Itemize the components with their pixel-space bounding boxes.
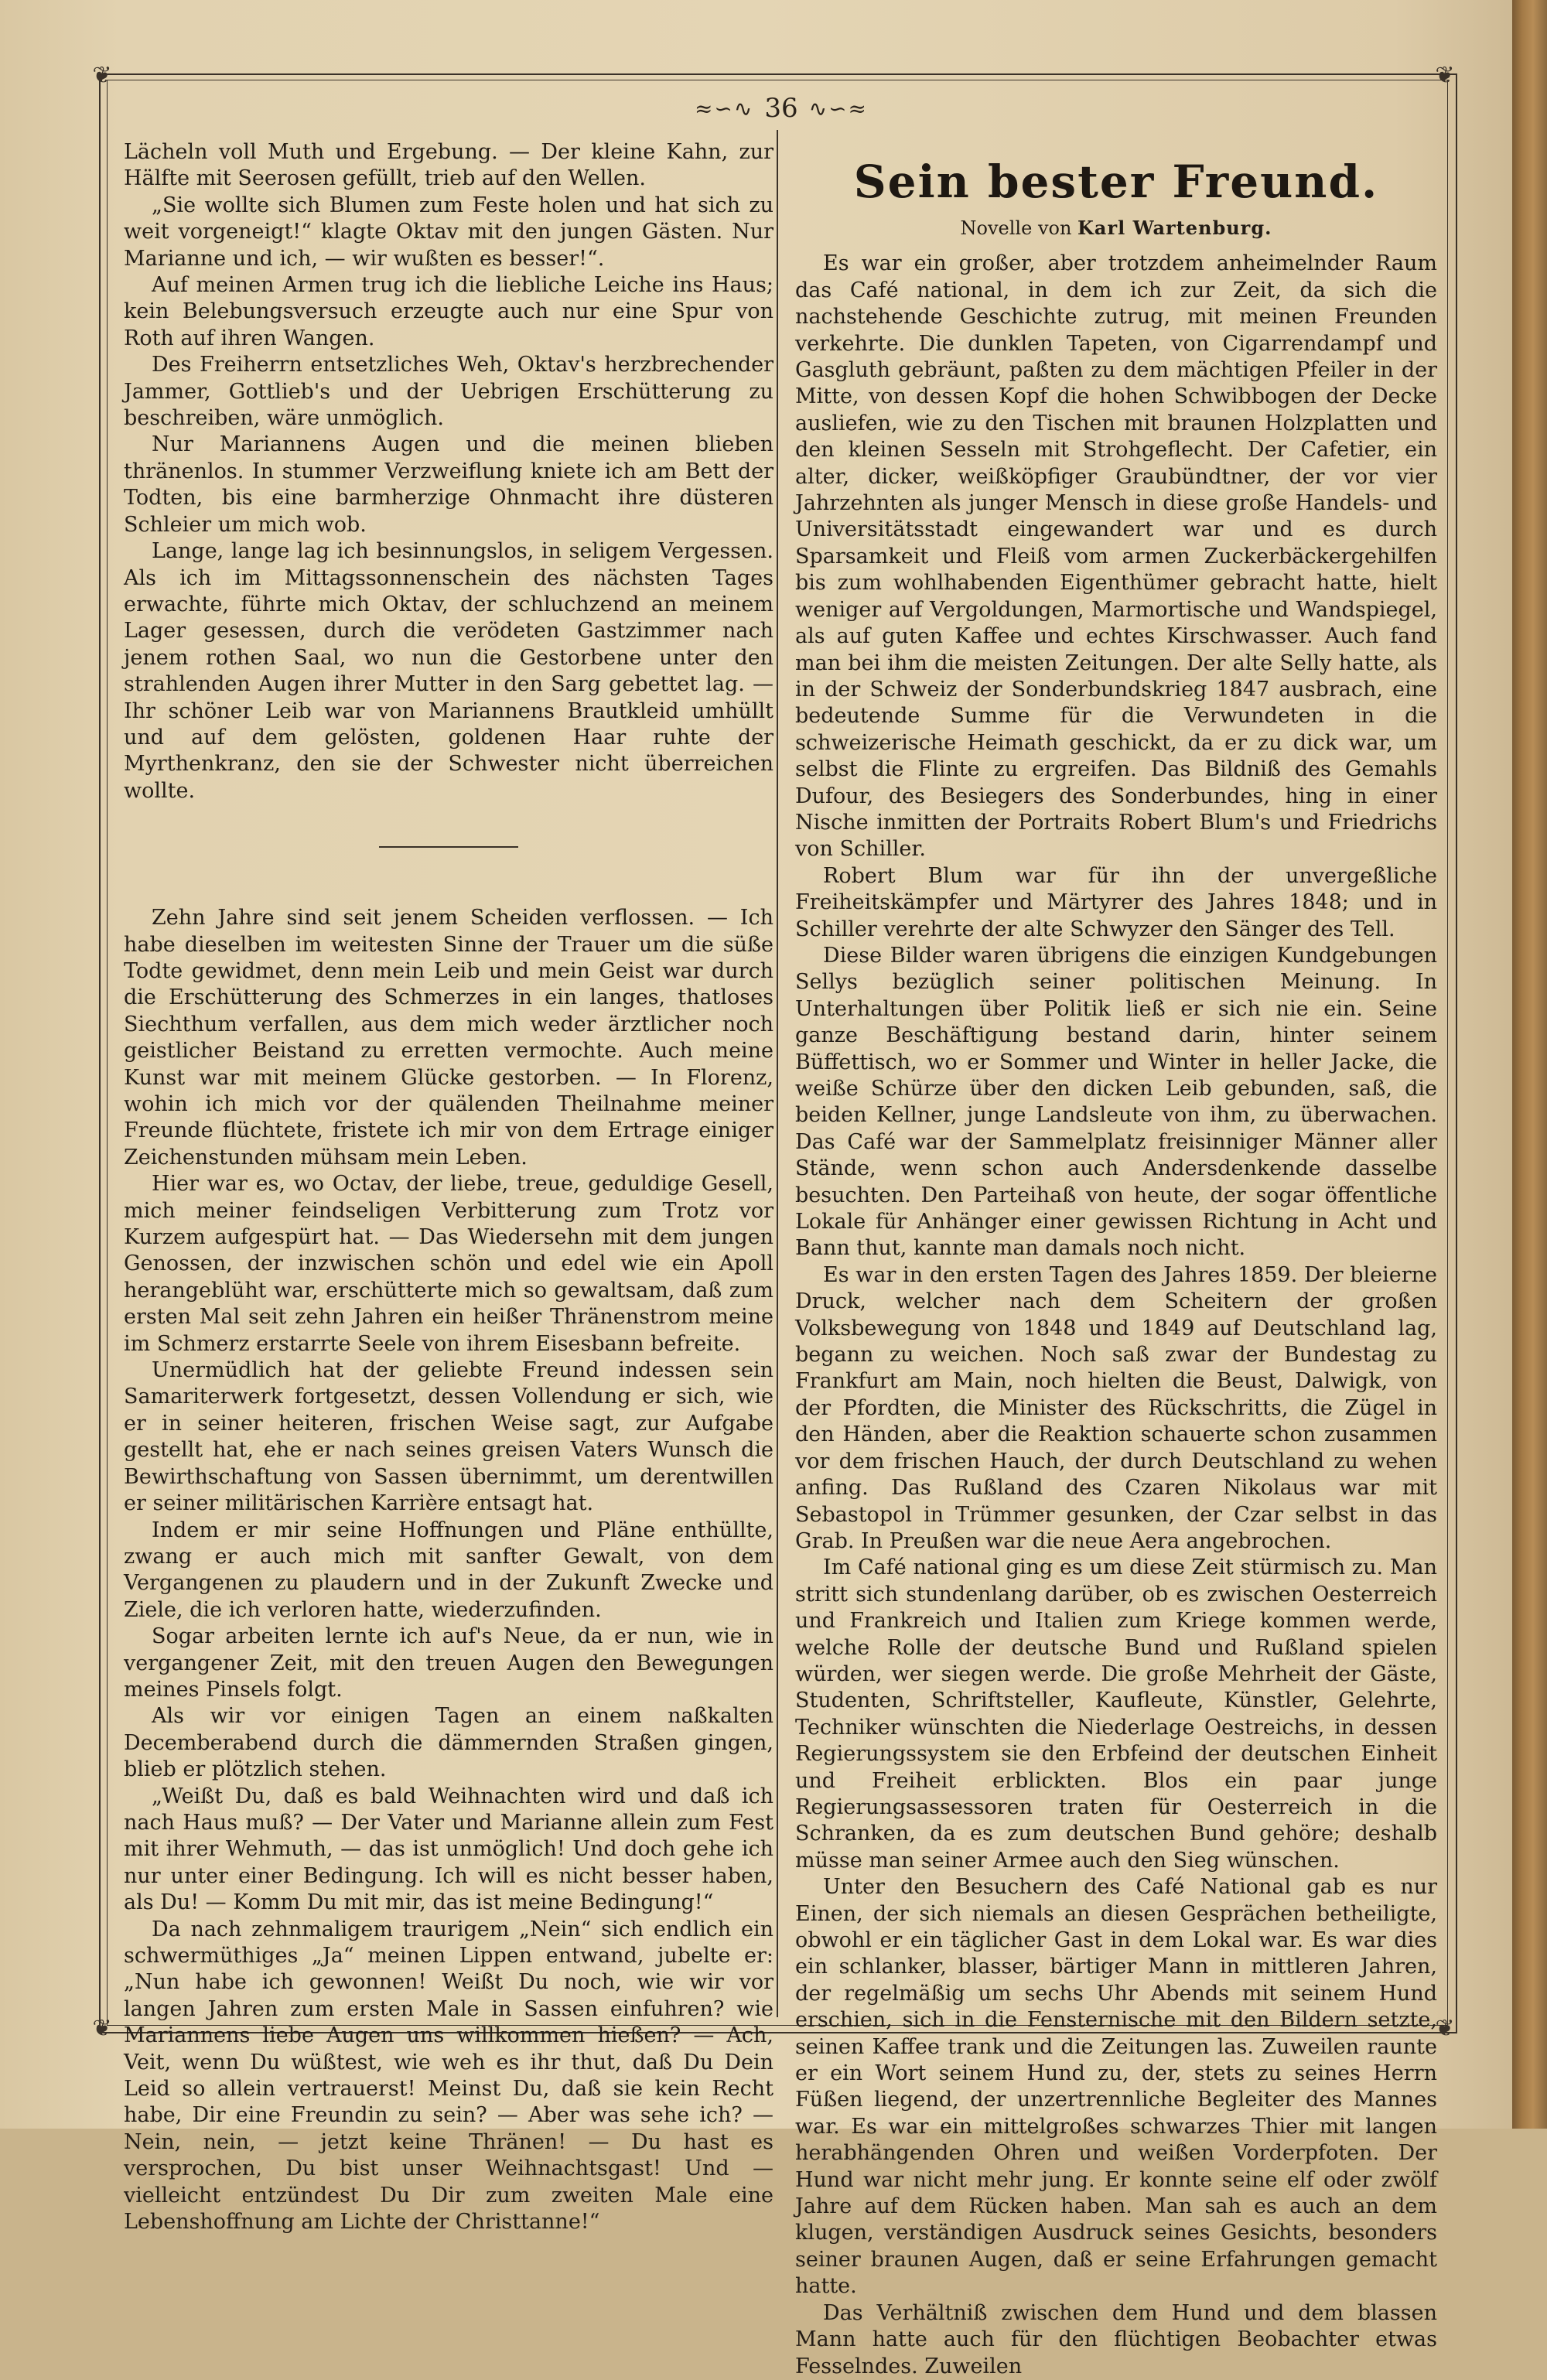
left-column [124, 139, 774, 2235]
story-byline [795, 215, 1437, 241]
paragraph: Diese Bilder waren übrigens die einzigen Kundgebungen Sellys bezüglich seiner politischen Meinung. In Unterhaltungen über Politik ließ er sich nie ein. Seine ganze Beschäftigung bestand darin, hinter seinem Büffettisch, wo er Sommer und Winter in heller Jacke, die weiße Schürze über den dicken Leib gebunden, saß, die beiden Kellner, junge Landsleute von ihm, zu überwachen. Das Café war der Sammelplatz freisinniger Männer aller Stände, wenn schon auch Andersdenkende dasselbe besuchten. Den Parteihaß von heute, der sogar öffentliche Lokale für Anhänger einer gewissen Richtung in Acht und Bann thut, kannte man damals noch nicht. [795, 943, 1437, 1261]
corner-ornament-icon: ❦ [1435, 62, 1455, 89]
paragraph: Zehn Jahre sind seit jenem Scheiden verflossen. — Ich habe dieselben im weitesten Sinne der Trauer um die süße Todte gewidmet, denn mein Leib und mein Geist war durch die Erschütterung des Schmerzes in ein langes, thatloses Siechthum verfallen, aus dem mich weder ärztlicher noch geistlicher Beistand zu erretten vermochte. Auch meine Kunst war mit meinem Glücke gestorben. — In Florenz, wohin ich mich vor der quälenden Theilnahme meiner Freunde flüchtete, fristete ich mir von dem Ertrage einiger Zeichenstunden mühsam mein Leben. [124, 906, 774, 1170]
paragraph: Nur Mariannens Augen und die meinen blieben thränenlos. In stummer Verzweiflung kniete ich am Bett der Todten, bis eine barmherzige Ohnmacht ihre düsteren Schleier um mich wob. [124, 432, 774, 537]
book-gutter [1512, 0, 1547, 2129]
paragraph: Da nach zehnmaligem traurigem „Nein“ sich endlich ein schwermüthiges „Ja“ meinen Lippen entwand, jubelte er: „Nun habe ich gewonnen! Weißt Du noch, wie wir vor langen Jahren zum ersten Male in Sassen einfuhren? wie Mariannens liebe Augen uns willkommen hießen? — Ach, Veit, wenn Du wüßtest, wie weh es ihr thut, daß Du Dein Leid so allein vertrauerst! Meinst Du, daß sie kein Recht habe, Dir eine Freundin zu sein? — Aber was sehe ich? — Nein, nein, — jetzt keine Thränen! — Du hast es versprochen, Du bist unser Weihnachtsgast! Und — vielleicht entzündest Du Dir zum zweiten Male eine Lebenshoffnung am Lichte der Christtanne!“ [124, 1917, 774, 2235]
page-header [665, 87, 897, 130]
paragraph: Des Freiherrn entsetzliches Weh, Oktav's herzbrechender Jammer, Gottlieb's und der Uebrigen Erschütterung zu beschreiben, wäre unmöglich. [124, 353, 774, 431]
paragraph: Unter den Besuchern des Café National gab es nur Einen, der sich niemals an diesen Gesprächen betheiligte, obwohl er ein täglicher Gast in dem Lokal war. Es war dies ein schlanker, blasser, bärtiger Mann in mittleren Jahren, der regelmäßig um sechs Uhr Abends mit seinem Hund erschien, sich in die Fensternische mit den Bildern setzte, seinen Kaffee trank und die Zeitungen las. Zuweilen raunte er ein Wort seinem Hund zu, der, stets zu seines Herrn Füßen liegend, der unzertrennliche Begleiter des Mannes war. Es war ein mittelgroßes schwarzes Thier mit langen herabhängenden Ohren und weißen Vorderpfoten. Der Hund war nicht mehr jung. Er konnte seine elf oder zwölf Jahre auf dem Rücken haben. Man sah es auch an dem klugen, verständigen Ausdruck seines Gesichts, besonders seiner braunen Augen, daß er seine Erfahrungen gemacht hatte. [795, 1875, 1437, 2299]
paragraph: Sogar arbeiten lernte ich auf's Neue, da er nun, wie in vergangener Zeit, mit den treuen Augen den Bewegungen meines Pinsels folgt. [124, 1624, 774, 1702]
column-divider [777, 130, 778, 2017]
story-title: Sein bester Freund. [853, 155, 1379, 208]
paragraph: Im Café national ging es um diese Zeit stürmisch zu. Man stritt sich stundenlang darüber, ob es zwischen Oesterreich und Frankreich und Italien zum Kriege kommen werde, welche Rolle der deutsche Bund und Rußland spielen würden, wer siegen werde. Die große Mehrheit der Gäste, Studenten, Schriftsteller, Kaufleute, Künstler, Gelehrte, Techniker wünschten die Niederlage Oestreichs, in dessen Regierungssystem sie den Erbfeind der deutschen Einheit und Freiheit erblickten. Blos ein paar junge Regierungsassessoren traten für Oesterreich in die Schranken, da es zum deutschen Bund gehöre; deshalb müsse man seiner Armee auch den Sieg wünschen. [795, 1555, 1437, 1873]
paragraph: Indem er mir seine Hoffnungen und Pläne enthüllte, zwang er auch mich mit sanfter Gewalt, von dem Vergangenen zu plaudern und in der Zukunft Zwecke und Ziele, die ich verloren hatte, wiederzufinden. [124, 1518, 774, 1622]
header-ornament-left: ≈∽∿ [694, 95, 754, 121]
paragraph: Lange, lange lag ich besinnungslos, in seligem Vergessen. Als ich im Mittagssonnenschein des nächsten Tages erwachte, führte mich Oktav, der schluchzend an meinem Lager gesessen, durch die verödeten Gastzimmer nach jenem rothen Saal, wo nun die Gestorbene unter den strahlenden Augen ihrer Mutter in den Sarg gebettet lag. — Ihr schöner Leib war von Mariannens Brautkleid umhüllt und auf dem gelösten, goldenen Haar ruhte der Myrthenkranz, den sie der Schwester nicht überreichen wollte. [124, 539, 774, 803]
paragraph: Als wir vor einigen Tagen an einem naßkalten Decemberabend durch die dämmernden Straßen gingen, blieb er plötzlich stehen. [124, 1704, 774, 1782]
paragraph: Das Verhältniß zwischen dem Hund und dem blassen Mann hatte auch für den flüchtigen Beobachter etwas Fesselndes. Zuweilen [795, 2300, 1437, 2378]
corner-ornament-icon: ❦ [1435, 2015, 1455, 2042]
paragraph: Auf meinen Armen trug ich die liebliche Leiche ins Haus; kein Belebungsversuch erzeugte auch nur eine Spur von Roth auf ihren Wangen. [124, 273, 774, 350]
paragraph: Robert Blum war für ihn der unvergeßliche Freiheitskämpfer und Märtyrer des Jahres 1848; und in Schiller verehrte der alte Schwyzer den Sänger des Tell. [795, 863, 1437, 941]
paragraph: Lächeln voll Muth und Ergebung. — Der kleine Kahn, zur Hälfte mit Seerosen gefüllt, trieb auf den Wellen. [124, 140, 774, 191]
paragraph: Es war in den ersten Tagen des Jahres 1859. Der bleierne Druck, welcher nach dem Scheitern der großen Volksbewegung von 1848 und 1849 auf Deutschland lag, begann zu weichen. Noch saß zwar der Bundestag zu Frankfurt am Main, noch hielten die Beust, Dalwigk, von der Pfordten, die Minister des Rückschritts, die Zügel in den Händen, aber die Reaktion schauerte schon zusammen vor dem frischen Hauch, der durch Deutschland zu wehen anfing. Das Rußland des Czaren Nikolaus war mit Sebastopol in Trümmer gesunken, der Czar selbst in das Grab. In Preußen war die neue Aera angebrochen. [795, 1262, 1437, 1553]
corner-ornament-icon: ❦ [92, 62, 112, 89]
author-name: Karl Wartenburg. [1077, 217, 1272, 239]
section-separator [379, 846, 518, 848]
right-column [795, 139, 1437, 2380]
page-number: 36 [764, 93, 798, 124]
header-ornament-right: ∿∽≈ [808, 95, 869, 121]
paragraph: Hier war es, wo Octav, der liebe, treue, geduldige Gesell, mich meiner feindseligen Verbitterung zum Trotz vor Kurzem aufgespürt hat. — Das Wiedersehn mit dem jungen Genossen, der inzwischen schön und edel wie ein Apoll herangeblüht war, erschütterte mich so gewaltsam, daß zum ersten Mal seit zehn Jahren ein heißer Thränenstrom meine im Schmerz erstarrte Seele von ihrem Eisesbann befreite. [124, 1172, 774, 1356]
paragraph: „Sie wollte sich Blumen zum Feste holen und hat sich zu weit vorgeneigt!“ klagte Oktav mit den jungen Gästen. Nur Marianne und ich, — wir wußten es besser!“. [124, 193, 774, 271]
paragraph: Es war ein großer, aber trotzdem anheimelnder Raum das Café national, in dem ich zur Zeit, da sich die nachstehende Geschichte zutrug, mit meinen Freunden verkehrte. Die dunklen Tapeten, von Cigarrendampf und Gasgluth gebräunt, paßten zu dem mächtigen Pfeiler in der Mitte, von dessen Kopf die hohen Schwibbogen der Decke ausliefen, wie zu den Tischen mit braunen Holzplatten und den kleinen Sesseln mit Strohgeflecht. Der Cafetier, ein alter, dicker, weißköpfiger Graubündtner, der vor vier Jahrzehnten als junger Mensch in diese große Handels- und Universitätsstadt eingewandert war und es durch Sparsamkeit und Fleiß vom armen Zuckerbäckergehilfen bis zum wohlhabenden Eigenthümer gebracht hatte, hielt weniger auf Vergoldungen, Marmortische und Wandspiegel, als auf guten Kaffee und echtes Kirschwasser. Auch fand man bei ihm die meisten Zeitungen. Der alte Selly hatte, als in der Schweiz der Sonderbundskrieg 1847 ausbrach, eine bedeutende Summe für die Verwundeten in die schweizerische Heimath geschickt, da er zu dick war, um selbst die Flinte zu ergreifen. Das Bildniß des Gemahls Dufour, des Besiegers des Sonderbundes, hing in einer Nische inmitten der Portraits Robert Blum's und Friedrichs von Schiller. [795, 251, 1437, 862]
paragraph: „Weißt Du, daß es bald Weihnachten wird und daß ich nach Haus muß? — Der Vater und Marianne allein zum Fest mit ihrer Wehmuth, — das ist unmöglich! Und doch gehe ich nur unter einer Bedingung. Ich will es nicht besser haben, als Du! — Komm Du mit mir, das ist meine Bedingung!“ [124, 1784, 774, 1915]
paragraph: Unermüdlich hat der geliebte Freund indessen sein Samariterwerk fortgesetzt, dessen Vollendung er sich, wie er in seiner heiteren, frischen Weise sagt, zur Aufgabe gestellt hat, ehe er nach seines greisen Vaters Wunsch die Bewirthschaftung von Sassen übernimmt, um derentwillen er seiner militärischen Karrière entsagt hat. [124, 1358, 774, 1516]
byline-prefix: Novelle von [960, 217, 1072, 239]
corner-ornament-icon: ❦ [92, 2015, 112, 2042]
